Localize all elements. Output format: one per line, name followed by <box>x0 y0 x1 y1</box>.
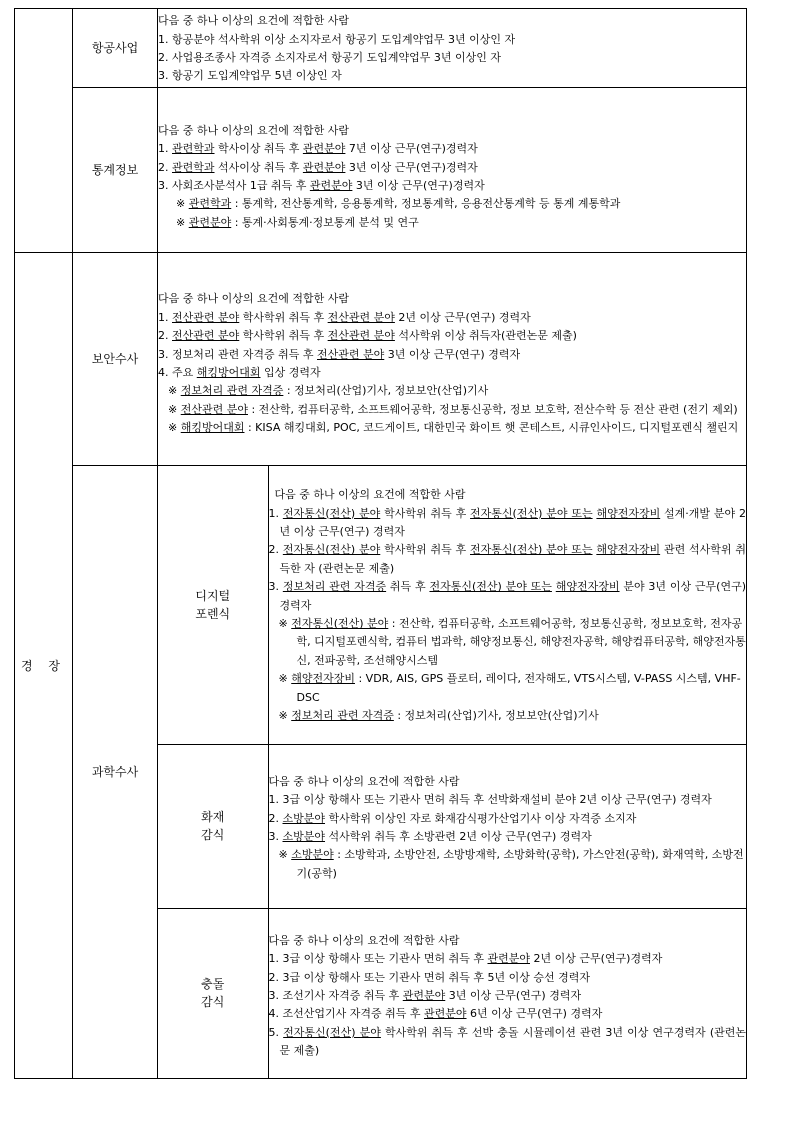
aviation-item-2: 2. 사업용조종사 자격증 소지자로서 항공기 도입계약업무 3년 이상인 자 <box>158 51 501 64</box>
collision-intro: 다음 중 하나 이상의 요건에 적합한 사람 <box>268 933 460 947</box>
aviation-item-3: 3. 항공기 도입계약업무 5년 이상인 자 <box>158 69 342 83</box>
statistics-item-2: 2. 관련학과 석사이상 취득 후 관련분야 3년 이상 근무(연구)경력자 <box>158 160 478 174</box>
forensics-item-2: 2. 전자통신(전산) 분야 학사학위 취득 후 전자통신(전산) 분야 또는 해양전자장비 관련 석사학위 취득한 자 (관련논문 제출) <box>268 543 747 575</box>
collision-item-5: 5. 전자통신(전산) 분야 학사학위 취득 후 선박 충돌 시뮬레이션 관련 3년 이상 연구경력자 (관련논문 제출) <box>268 1025 747 1058</box>
row-label-science: 과학수사 <box>73 466 158 1079</box>
collision-item-4: 4. 조선산업기사 자격증 취득 후 관련분야 6년 이상 근무(연구) 경력자 <box>268 1007 603 1021</box>
collision-item-2: 2. 3급 이상 항해사 또는 기관사 면허 취득 후 5년 이상 승선 경력자 <box>268 970 590 984</box>
collision-item-3: 3. 조선기사 자격증 취득 후 관련분야 3년 이상 근무(연구) 경력자 <box>268 989 582 1003</box>
aviation-requirements <box>158 9 747 88</box>
fire-intro: 다음 중 하나 이상의 요건에 적합한 사람 <box>268 774 460 788</box>
forensics-note-2: ※ 해양전자장비 : VDR, AIS, GPS 플로터, 레이다, 전자해도, VTS시스템, V-PASS 시스템, VHF-DSC <box>278 672 741 704</box>
aviation-item-1: 1. 항공분야 석사학위 이상 소지자로서 항공기 도입계약업무 3년 이상인 자 <box>158 32 516 46</box>
category-cell-kyeongjang <box>15 253 73 1079</box>
security-item-1: 1. 전산관련 분야 학사학위 취득 후 전산관련 분야 2년 이상 근무(연구) 경력자 <box>158 310 531 324</box>
security-item-2: 2. 전산관련 분야 학사학위 취득 후 전산관련 분야 석사학위 이상 취득자(관련논문 제출) <box>158 329 577 343</box>
row-label-collision: 충돌 감식 <box>158 908 268 1078</box>
category-cell-upper <box>15 9 73 253</box>
statistics-intro: 다음 중 하나 이상의 요건에 적합한 사람 <box>158 123 349 137</box>
row-label-statistics: 통계정보 <box>73 88 158 253</box>
science-subtable <box>158 466 746 1078</box>
security-item-4: 4. 주요 해킹방어대회 입상 경력자 <box>158 366 321 379</box>
collision-item-1: 1. 3급 이상 항해사 또는 기관사 면허 취득 후 관련분야 2년 이상 근무(연구)경력자 <box>268 952 663 966</box>
collision-requirements <box>268 908 746 1078</box>
forensics-note-3: ※ 정보처리 관련 자격증 : 정보처리(산업)기사, 정보보안(산업)기사 <box>278 708 599 722</box>
security-note-1: ※ 정보처리 관련 자격증 : 정보처리(산업)기사, 정보보안(산업)기사 <box>168 384 489 398</box>
row-label-fire: 화재 감식 <box>158 744 268 908</box>
row-label-forensics: 디지털 포렌식 <box>158 466 268 744</box>
science-subtable-cell <box>158 466 747 1079</box>
security-intro: 다음 중 하나 이상의 요건에 적합한 사람 <box>158 292 349 306</box>
security-item-3: 3. 정보처리 관련 자격증 취득 후 전산관련 분야 3년 이상 근무(연구) 경력자 <box>158 347 521 361</box>
statistics-note-2: ※ 관련분야 : 통계·사회통계·정보통계 분석 및 연구 <box>176 215 419 229</box>
forensics-requirements <box>268 466 746 744</box>
fire-item-2: 2. 소방분야 학사학위 이상인 자로 화재감식평가산업기사 이상 자격증 소지자 <box>268 811 637 825</box>
qualification-table <box>14 8 747 1079</box>
statistics-item-1: 1. 관련학과 학사이상 취득 후 관련분야 7년 이상 근무(연구)경력자 <box>158 142 478 156</box>
forensics-item-3: 3. 정보처리 관련 자격증 취득 후 전자통신(전산) 분야 또는 해양전자장비 분야 3년 이상 근무(연구) 경력자 <box>268 580 747 612</box>
aviation-intro: 다음 중 하나 이상의 요건에 적합한 사람 <box>158 14 349 28</box>
forensics-item-1: 1. 전자통신(전산) 분야 학사학위 취득 후 전자통신(전산) 분야 또는 해양전자장비 설계·개발 분야 2년 이상 근무(연구) 경력자 <box>268 506 746 538</box>
fire-item-3: 3. 소방분야 석사학위 취득 후 소방관련 2년 이상 근무(연구) 경력자 <box>268 830 592 843</box>
statistics-item-3: 3. 사회조사분석사 1급 취득 후 관련분야 3년 이상 근무(연구)경력자 <box>158 179 485 192</box>
fire-note-1: ※ 소방분야 : 소방학과, 소방안전, 소방방재학, 소방화학(공학), 가스안전(공학), 화재역학, 소방전기(공학) <box>278 848 744 880</box>
security-note-2: ※ 전산관련 분야 : 전산학, 컴퓨터공학, 소프트웨어공학, 정보통신공학, 정보 보호학, 전산수학 등 전산 관련 (전기 제외) <box>168 402 738 416</box>
fire-requirements <box>268 744 746 908</box>
row-label-security: 보안수사 <box>73 253 158 466</box>
forensics-intro: 다음 중 하나 이상의 요건에 적합한 사람 <box>274 488 466 502</box>
row-label-aviation: 항공사업 <box>73 9 158 88</box>
category-label: 경 장 <box>21 659 66 673</box>
statistics-requirements <box>158 88 747 253</box>
fire-item-1: 1. 3급 이상 항해사 또는 기관사 면허 취득 후 선박화재설비 분야 2년 이상 근무(연구) 경력자 <box>268 793 712 807</box>
security-note-3: ※ 해킹방어대회 : KISA 해킹대회, POC, 코드게이트, 대한민국 화이트 햇 콘테스트, 시큐인사이드, 디지털포렌식 챌린지 <box>168 421 739 435</box>
statistics-note-1: ※ 관련학과 : 통계학, 전산통계학, 응용통계학, 정보통계학, 응용전산통계학 등 통계 계통학과 <box>176 197 621 211</box>
security-requirements <box>158 253 747 466</box>
forensics-note-1: ※ 전자통신(전산) 분야 : 전산학, 컴퓨터공학, 소프트웨어공학, 정보통신공학, 정보보호학, 전자공학, 디지털포렌식학, 컴퓨터 법과학, 해양정보통신, 해양전자공학, 해양컴퓨터공학, 해양전자통신, 전파공학, 조선해양시스템 <box>278 616 746 667</box>
